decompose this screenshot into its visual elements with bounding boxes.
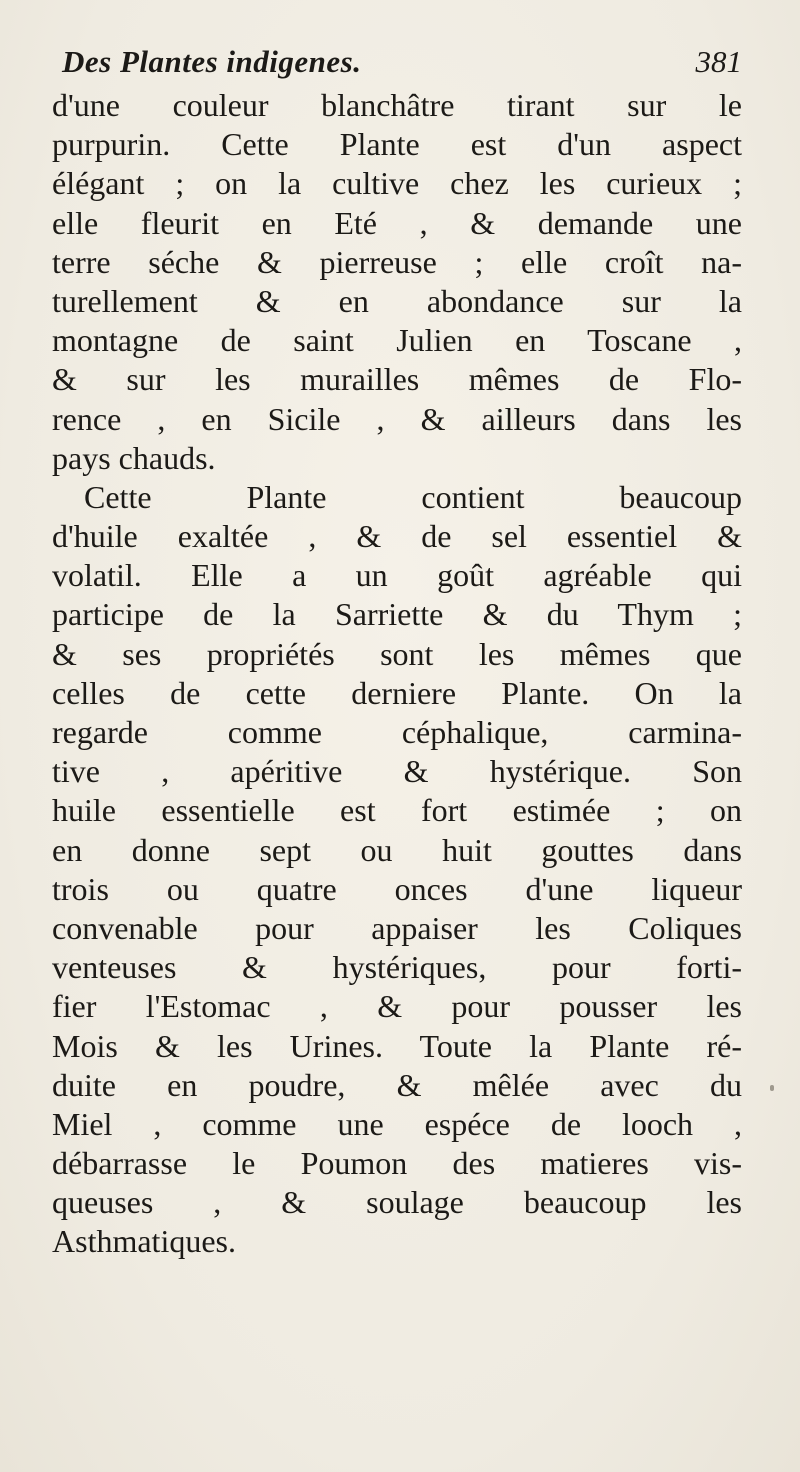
text-line: montagne de saint Julien en Toscane , [52, 322, 742, 359]
text-line: celles de cette derniere Plante. On la [52, 674, 742, 711]
text-line: Miel , comme une espéce de looch , [52, 1105, 742, 1142]
text-line: elle fleurit en Eté , & demande une [52, 204, 742, 241]
text-line: convenable pour appaiser les Coliques [52, 909, 742, 946]
page-header [62, 44, 742, 88]
text-line: huile essentielle est fort estimée ; on [52, 792, 742, 829]
ink-speck [770, 1085, 774, 1091]
text-line: en donne sept ou huit gouttes dans [52, 831, 742, 868]
running-head: Des Plantes indigenes. [62, 44, 362, 79]
text-line: élégant ; on la cultive chez les curieux ; [52, 165, 742, 202]
text-line: d'une couleur blanchâtre tirant sur le [52, 87, 742, 123]
text-line: queuses , & soulage beaucoup les [52, 1184, 742, 1221]
text-line: & ses propriétés sont les mêmes que [52, 635, 742, 672]
paragraph-start-line: Cette Plante contient beaucoup [84, 478, 742, 515]
text-line: débarrasse le Poumon des matieres vis- [52, 1145, 742, 1182]
text-line: pays chauds. [52, 439, 216, 476]
text-line: fier l'Estomac , & pour pousser les [52, 988, 742, 1025]
page-number: 381 [695, 44, 742, 79]
text-line: trois ou quatre onces d'une liqueur [52, 870, 742, 907]
text-line: rence , en Sicile , & ailleurs dans les [52, 400, 742, 437]
text-line: duite en poudre, & mêlée avec du [52, 1066, 742, 1103]
text-line: & sur les murailles mêmes de Flo- [52, 361, 742, 398]
body-text [52, 86, 742, 1262]
text-line: turellement & en abondance sur la [52, 282, 742, 319]
text-line: terre séche & pierreuse ; elle croît na- [52, 243, 742, 280]
text-line: Asthmatiques. [52, 1223, 236, 1260]
text-line: venteuses & hystériques, pour forti- [52, 949, 742, 986]
text-line: tive , apéritive & hystérique. Son [52, 753, 742, 790]
text-line: d'huile exaltée , & de sel essentiel & [52, 518, 742, 555]
text-line: participe de la Sarriette & du Thym ; [52, 596, 742, 633]
text-line: regarde comme céphalique, carmina- [52, 714, 742, 750]
text-line: Mois & les Urines. Toute la Plante ré- [52, 1027, 742, 1064]
text-line: volatil. Elle a un goût agréable qui [52, 557, 742, 594]
text-line: purpurin. Cette Plante est d'un aspect [52, 126, 742, 163]
